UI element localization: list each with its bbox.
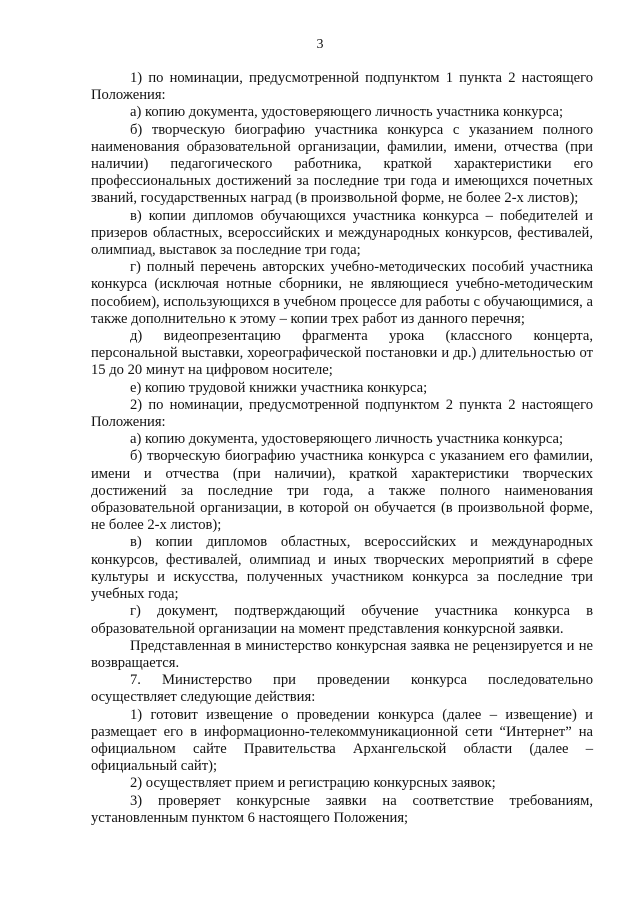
- paragraph: б) творческую биографию участника конкурса с указанием его фамилии, имени и отчества (при наличии), краткой характеристики творческих достижений за последние три года, а также полного наименования образовательной организации, в которой он обучается (в произвольной форме, не более 2-х листов);: [91, 448, 593, 534]
- paragraph: 2) по номинации, предусмотренной подпунктом 2 пункта 2 настоящего Положения:: [91, 396, 593, 431]
- paragraph: е) копию трудовой книжки участника конкурса;: [130, 379, 428, 396]
- paragraph: б) творческую биографию участника конкурса с указанием полного наименования образовательной организации, фамилии, имени, отчества (при наличии) педагогического работника, краткой характеристики его профессиональных достижений за последние три года и имеющихся почетных званий, государственных наград (в произвольной форме, не более 2-х листов);: [91, 121, 593, 207]
- paragraph: д) видеопрезентацию фрагмента урока (классного концерта, персональной выставки, хореографической постановки и др.) длительностью от 15 до 20 минут на цифровом носителе;: [91, 328, 593, 379]
- paragraph: 1) готовит извещение о проведении конкурса (далее – извещение) и размещает его в информационно-телекоммуникационной сети “Интернет” на официальном сайте Правительства Архангельской области (далее – официальный сайт);: [91, 706, 593, 775]
- page-number: 3: [316, 37, 324, 52]
- paragraph: г) полный перечень авторских учебно-методических пособий участника конкурса (исключая нотные сборники, не являющиеся учебно-методическим пособием), использующихся в учебном процессе для работы с обучающимися, а также дополнительно к этому – копии трех работ из данного перечня;: [91, 259, 593, 327]
- paragraph: Представленная в министерство конкурсная заявка не рецензируется и не возвращается.: [91, 637, 593, 671]
- paragraph: 2) осуществляет прием и регистрацию конкурсных заявок;: [130, 775, 496, 792]
- paragraph: 3) проверяет конкурсные заявки на соответствие требованиям, установленным пунктом 6 настоящего Положения;: [91, 792, 593, 826]
- paragraph: а) копию документа, удостоверяющего личность участника конкурса;: [130, 104, 564, 121]
- document-body: [91, 70, 593, 827]
- paragraph: а) копию документа, удостоверяющего личность участника конкурса;: [130, 431, 564, 448]
- paragraph: в) копии дипломов областных, всероссийских и международных конкурсов, фестивалей, олимпиад и иных творческих мероприятий в сфере культуры и искусства, полученных участником конкурса за последние три учебных года;: [91, 534, 593, 603]
- paragraph: в) копии дипломов обучающихся участника конкурса – победителей и призеров областных, всероссийских и международных конкурсов, фестивалей, олимпиад, выставок за последние три года;: [91, 207, 593, 259]
- paragraph: 1) по номинации, предусмотренной подпунктом 1 пункта 2 настоящего Положения:: [91, 70, 593, 104]
- paragraph: г) документ, подтверждающий обучение участника конкурса в образовательной организации на момент представления конкурсной заявки.: [91, 603, 593, 637]
- paragraph: 7. Министерство при проведении конкурса последовательно осуществляет следующие действия:: [91, 672, 593, 706]
